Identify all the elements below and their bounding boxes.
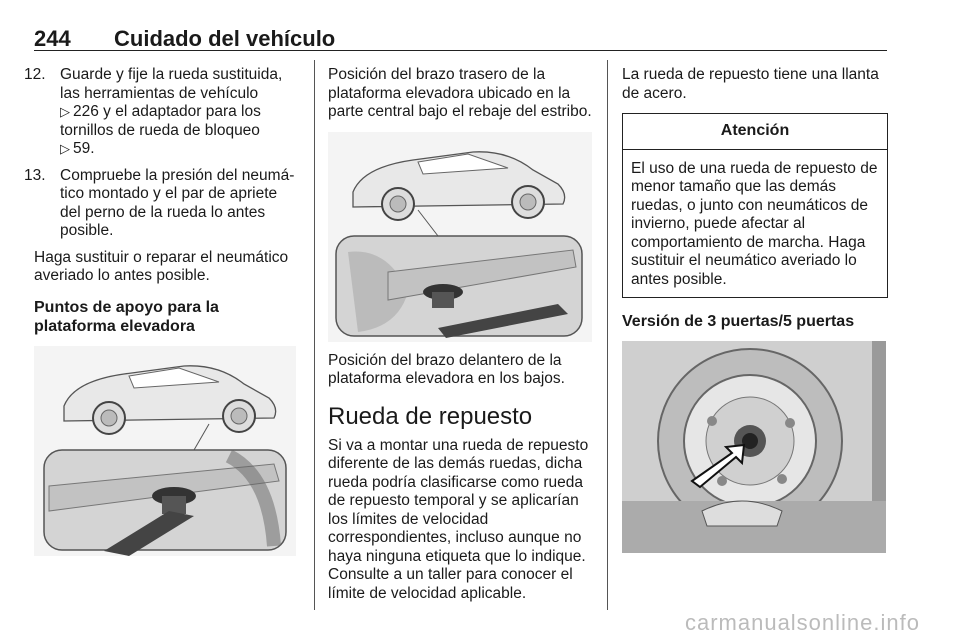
list-item-13: 13. Compruebe la presión del neumá- tico montado y el par de apriete del perno de la rueda lo antes posible. xyxy=(24,166,295,239)
car-lift-front-illustration xyxy=(328,132,590,342)
reference-arrow-icon: ▷ xyxy=(60,141,70,156)
paragraph: Posición del brazo trasero de la plataforma elevadora ubicado en la parte central bajo el rebaje del estribo. xyxy=(328,66,592,120)
car-lift-rear-illustration xyxy=(34,346,296,556)
column-divider xyxy=(607,60,608,610)
reference-arrow-icon: ▷ xyxy=(60,104,70,119)
page-reference[interactable]: 59. xyxy=(73,140,95,157)
column-divider xyxy=(314,60,315,610)
attention-title: Atención xyxy=(623,114,887,150)
page-number: 244 xyxy=(34,26,71,51)
spare-wheel-illustration xyxy=(622,341,884,553)
subheading: Puntos de apoyo para la plataforma elevadora xyxy=(34,298,219,335)
paragraph: Haga sustituir o reparar el neumático averiado lo antes posible. xyxy=(34,248,289,284)
list-item-12: 12. Guarde y fije la rueda sustituida, las herramientas de vehículo ▷ 226 y el adaptador para los tornillos de rueda de bloqueo ▷ 59. xyxy=(24,66,283,157)
page-reference[interactable]: 226 y el adaptador para los xyxy=(73,103,261,120)
attention-box xyxy=(622,113,888,298)
column-right xyxy=(622,66,888,563)
column-left xyxy=(24,66,296,566)
column-middle xyxy=(328,66,592,613)
paragraph: La rueda de repuesto tiene una llanta de acero. xyxy=(622,66,879,102)
section-title: Rueda de repuesto xyxy=(328,402,533,430)
attention-body: El uso de una rueda de repuesto de menor tamaño que las demás ruedas, o junto con neumáticos de invierno, puede afectar al comportamiento de marcha. Haga sustituir el neumático averiado lo antes posible. xyxy=(631,159,878,288)
page-title: Cuidado del vehículo xyxy=(114,26,336,51)
paragraph: Si va a montar una rueda de repuesto diferente de las demás ruedas, dicha rueda podría clasificarse como rueda de repuesto temporal y se aplicarían los límites de velocidad correspondientes, incluso aunque no haya ninguna etiqueta que lo indique. Consulte a un taller para conocer el límite de velocidad aplicable. xyxy=(328,436,589,602)
page-header xyxy=(34,22,887,51)
watermark: carmanualsonline.info xyxy=(684,610,920,635)
figure-caption: Posición del brazo delantero de la plataforma elevadora en los bajos. xyxy=(328,351,565,387)
subheading: Versión de 3 puertas/5 puertas xyxy=(622,313,855,330)
